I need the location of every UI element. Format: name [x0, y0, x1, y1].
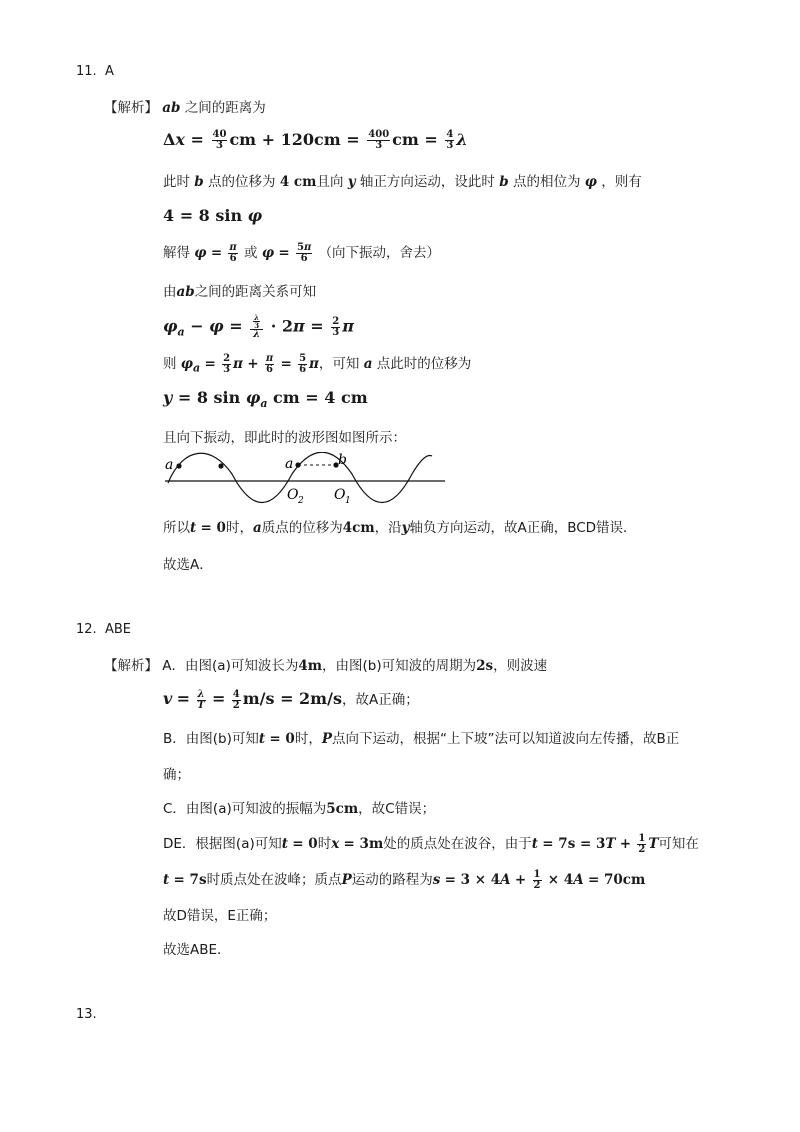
- label-a1: a: [165, 457, 174, 473]
- q11-line5: 解得 φ = $\frac{\pi}{6}$ 或 φ = $\frac{5\pi}{6}$ （向下振动，舍去）: [163, 241, 441, 264]
- q11-number: 11. A: [76, 64, 114, 79]
- q11-formula-y: y = 8 $\sin \varphi_a$ cm = 4 cm: [163, 388, 368, 411]
- q11-line8: 则 $\varphi_a$ = $\frac{2}{3}$ π + $\frac{\pi}{6}$ = $\frac{5}{6}$ π，可知 a 点此时的位移为: [163, 352, 472, 375]
- q12-number: 12. ABE: [76, 622, 131, 637]
- q11-answer: A: [104, 64, 114, 79]
- q11-analysis-line1: 【解析】 ab 之间的距离为: [104, 100, 266, 116]
- q11-conclusion: 故选A．: [163, 557, 213, 573]
- q11-formula-sin: 4 = 8 sin φ: [163, 206, 263, 225]
- q11-line11: 所以t = 0时，a质点的位移为4cm，沿y轴负方向运动，故A正确，BCD错误．: [163, 520, 637, 536]
- q12-line6: DE．根据图(a)可知t = 0时x = 3m处的质点处在波谷，由于t = 7s = 3T + $\frac{1}{2}$ T可知在: [163, 832, 699, 855]
- label-o1-sub: 1: [345, 496, 351, 506]
- q13-number: 13.: [76, 1007, 97, 1022]
- q11-analysis-tag: 【解析】: [104, 100, 158, 116]
- q12-answer: ABE: [104, 622, 131, 637]
- label-a2: a: [285, 456, 294, 472]
- q12-line5: C．由图(a)可知波的振幅为5cm，故C错误；: [163, 801, 436, 817]
- label-o2-sub: 2: [298, 496, 304, 506]
- q12-line8: 故D错误，E正确；: [163, 908, 277, 924]
- wave-curve: [168, 452, 432, 502]
- label-b: b: [338, 452, 347, 468]
- point-a2: [295, 462, 300, 467]
- label-o1: O: [334, 487, 346, 503]
- q12-conclusion: 故选ABE．: [163, 942, 231, 958]
- q12-line3: B．由图(b)可知t = 0时，P点向下运动，根据“上下坡”法可以知道波向左传播，故B正: [163, 731, 680, 747]
- q11-line10: 且向下振动，即此时的波形图如图所示：: [163, 430, 406, 446]
- q11-formula-delta-x: Δx = $\frac{40}{3}$ cm + 120cm = $\frac{400}{3}$ cm = $\frac{4}{3}$ λ: [163, 129, 468, 151]
- point-mid: [218, 463, 223, 468]
- q12-line4: 确；: [163, 767, 190, 783]
- q11-formula-phase: $\varphi_a - \varphi$ = $\frac{\frac{\lambda}{3}}{\lambda}$ · 2π = $\frac{2}{3}$ π: [163, 313, 354, 340]
- q11-line3: 此时 b 点的位移为 4 cm且向 y 轴正方向运动，设此时 b 点的相位为 φ ，则有: [163, 174, 642, 190]
- point-a1: [176, 463, 181, 468]
- q12-analysis-tag: 【解析】: [104, 658, 158, 674]
- q12-line7: t = 7s时质点处在波峰；质点P运动的路程为s = 3 × 4A + $\frac{1}{2}$ × 4A = 70cm: [163, 868, 646, 891]
- label-o2: O: [287, 487, 299, 503]
- q11-wave-figure: [160, 452, 450, 508]
- q11-line6: 由ab之间的距离关系可知: [163, 284, 317, 300]
- q12-analysis-line1: 【解析】 A．由图(a)可知波长为4m，由图(b)可知波的周期为2s，则波速: [104, 658, 548, 674]
- q12-line2: v = $\frac{\lambda}{T}$ = $\frac{4}{2}$ m/s = 2m/s，故A正确；: [163, 688, 419, 711]
